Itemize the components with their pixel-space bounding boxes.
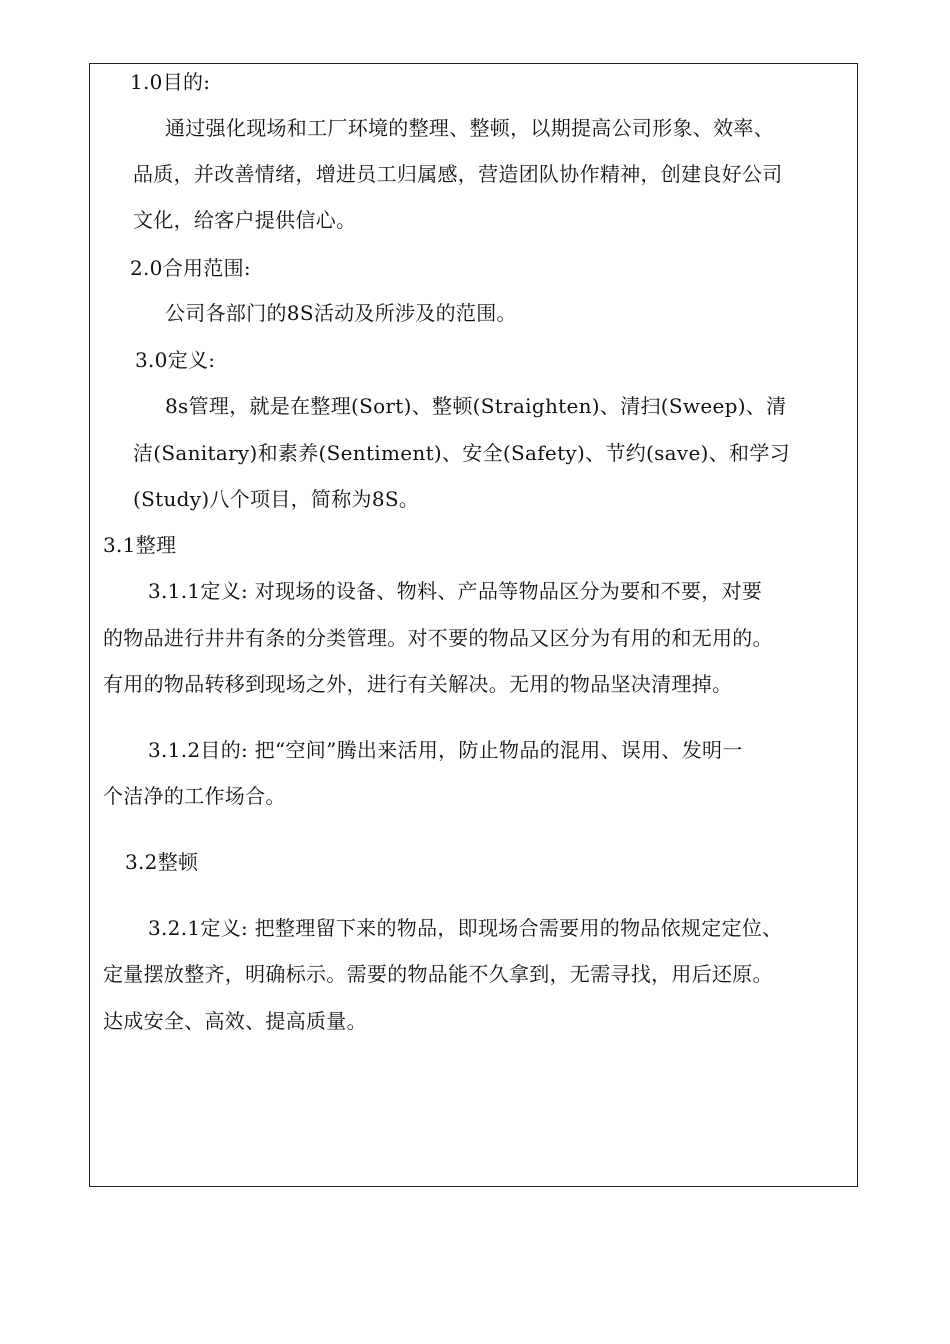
section-1-heading: 1.0目的: xyxy=(130,70,211,94)
section-3-2-1-line-3: 达成安全、高效、提高质量。 xyxy=(103,1009,367,1033)
section-3-text-line-2: 洁(Sanitary)和素养(Sentiment)、安全(Safety)、节约(save)、和学习 xyxy=(133,441,790,465)
section-3-text-line-3: (Study)八个项目，简称为8S。 xyxy=(133,487,420,511)
section-3-1-2-line-1: 3.1.2目的: 把“空间”腾出来活用，防止物品的混用、误用、发明一 xyxy=(148,738,743,762)
section-3-1-heading: 3.1整理 xyxy=(103,533,177,557)
section-3-2-heading: 3.2整顿 xyxy=(125,850,199,874)
section-1-text-line-3: 文化，给客户提供信心。 xyxy=(133,208,357,232)
section-3-1-1-line-1: 3.1.1定义: 对现场的设备、物料、产品等物品区分为要和不要，对要 xyxy=(148,579,763,603)
section-2-heading: 2.0合用范围: xyxy=(130,256,251,280)
section-1-text-line-1: 通过强化现场和工厂环境的整理、整顿，以期提高公司形象、效率、 xyxy=(165,116,774,140)
section-3-1-2-line-2: 个洁净的工作场合。 xyxy=(103,784,286,808)
section-1-text-line-2: 品质，并改善情绪，增进员工归属感，营造团队协作精神，创建良好公司 xyxy=(133,162,783,186)
section-2-text: 公司各部门的8S活动及所涉及的范围。 xyxy=(165,301,517,325)
section-3-1-1-line-2: 的物品进行井井有条的分类管理。对不要的物品又区分为有用的和无用的。 xyxy=(103,626,773,650)
section-3-heading: 3.0定义: xyxy=(135,348,216,372)
section-3-2-1-line-2: 定量摆放整齐，明确标示。需要的物品能不久拿到，无需寻找，用后还原。 xyxy=(103,962,773,986)
section-3-1-1-line-3: 有用的物品转移到现场之外，进行有关解决。无用的物品坚决清理掉。 xyxy=(103,672,733,696)
section-3-2-1-line-1: 3.2.1定义: 把整理留下来的物品，即现场合需要用的物品依规定定位、 xyxy=(148,916,783,940)
section-3-text-line-1: 8s管理，就是在整理(Sort)、整顿(Straighten)、清扫(Sweep)、清 xyxy=(165,394,787,418)
